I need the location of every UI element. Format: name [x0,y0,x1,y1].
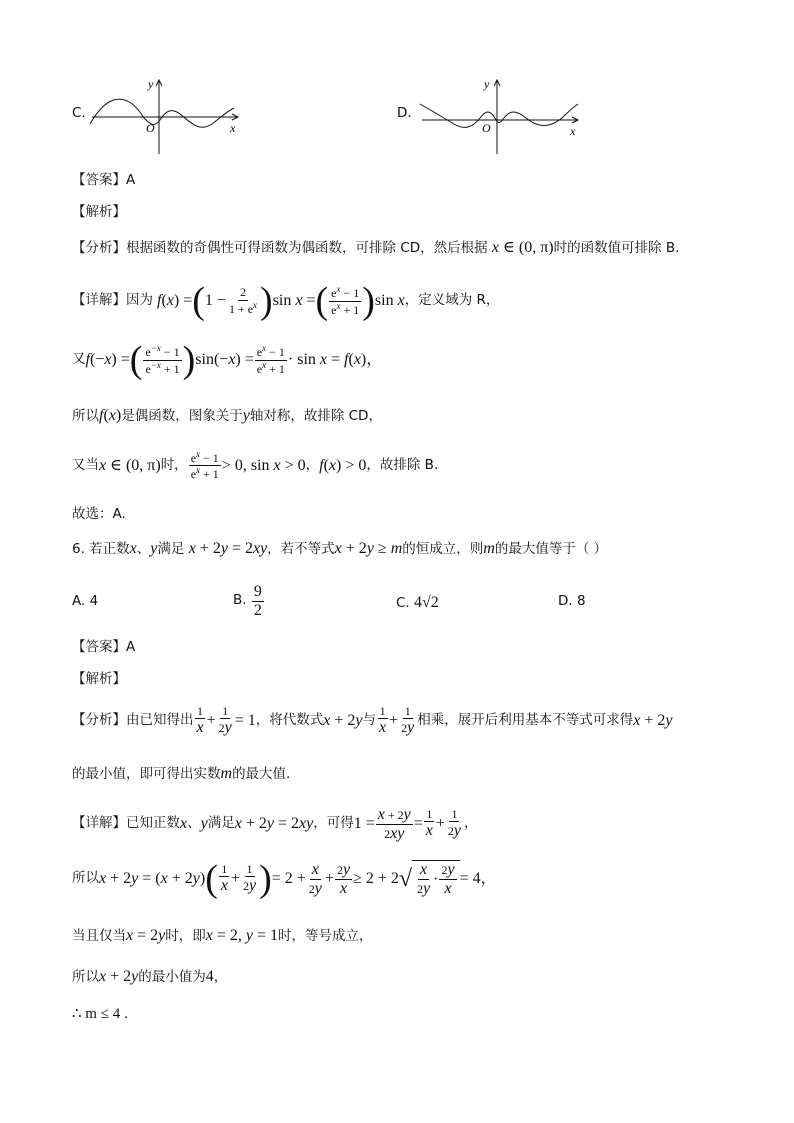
q5-even-line: 所以f(x)是偶函数，图象关于y轴对称，故排除 CD， [72,407,382,424]
q6-min-2: 的最小值为 [138,969,206,985]
q5-answer: 【答案】A [72,172,136,188]
q6-min-1: 所以 [72,969,99,985]
q6-fenxi-3: 与 [362,712,377,729]
q6-eq-when-3: 时，等号成立， [278,928,373,944]
option-d-graph [416,74,586,156]
q5-even-post: 轴对称，故排除 CD， [249,408,382,424]
q6-stem-4: ，若不等式 [267,541,335,557]
q6-fenxi-6: 的最大值. [232,766,291,782]
q6-xj-5: ， [464,815,478,832]
q5-conclusion: 故选：A. [72,506,126,522]
q6-xj-4: ，可得 [313,815,354,832]
q5-fenxi-text-2: 时的函数值可排除 B. [553,240,680,256]
q5-when-2: 时， [160,456,188,473]
q6-xj-3: 满足 [207,815,235,832]
option-d-label: D. [397,105,412,121]
q5-xiangjie-1b: ，定义域为 R， [404,292,500,309]
q5-again: 又 [72,351,86,368]
q6-option-a: A. 4 [72,593,99,609]
q5-when-line: 又当 x ∈ (0, π) 时， $\frac{e^x - 1}{e^x + 1}$ > 0, sin x > 0 ， f(x) > 0 ，故排除 B. [72,449,439,482]
q5-xiangjie-line-1: 【详解】 因为 f(x) = ( 1 − $\frac{2}{1 + e^x}$ ) sin x = ( $\frac{e^x - 1}{e^x + 1}$ ) sin x ，定义域为 R， [72,280,500,322]
q6-fenxi-line: 【分析】 由已知得出 $\frac{1}{x}$ + $\frac{1}{2y}$ = 1 ，将代数式 x + 2y 与 $\frac{1}{x}$ + $\frac{1}{2y}$ 相乘，展开后利用基本不等式可求得 x + 2y [72,704,673,737]
q5-fenxi-text-1: 根据函数的奇偶性可得函数为偶函数，可排除 CD，然后根据 [126,240,488,256]
q6-jiexi: 【解析】 [72,671,126,687]
q6-fenxi-4: 相乘，展开后利用基本不等式可求得 [417,712,634,729]
q6-therefore: ∴ m ≤ 4 . [72,1006,128,1022]
q6-stem-1: 6. 若正数 [72,541,130,557]
q6-fenxi-1: 由已知得出 [126,712,194,729]
q6-option-d: D. 8 [558,593,586,609]
q6-option-b: B. $\frac{9}{2}$ [233,583,262,619]
option-c-origin: O [146,121,155,135]
option-c-x-label: x [230,121,236,135]
q5-when: 又当 [72,456,99,473]
q6-fenxi-tag: 【分析】 [72,712,126,729]
q6-eq-when-1: 当且仅当 [72,928,126,944]
option-d-origin: O [482,121,491,135]
q5-even-mid: 是偶函数，图象关于 [121,408,243,424]
q5-even-pre: 所以 [72,408,99,424]
q6-xiangjie-line: 【详解】 已知正数 x 、 y 满足 x + 2y = 2xy ，可得 1 = $\frac{x + 2y}{2xy}$ = $\frac{1}{x}$ + $\frac{1}{2y}$ ， [72,806,478,842]
q6-min-3: ， [213,969,228,985]
option-c-graph [88,74,248,156]
q6-eq-when-2: 时，即 [165,928,206,944]
q5-fenxi-tag: 【分析】 [72,240,126,256]
q6-so-1: 所以 [72,870,99,887]
q6-eq-line: 当且仅当x = 2y时，即x = 2, y = 1时，等号成立， [72,927,373,944]
q6-so-line: 所以 x + 2y = (x + 2y) ( $\frac{1}{x}$ + $\frac{1}{2y}$ ) = 2 + $\frac{x}{2y}$ + $\frac{2y}{x}$ ≥ 2 + 2 √ $\frac{x}{2y}$ · $\frac{2y}{x}$ = 4， [72,858,497,900]
q5-again-line: 又 f(−x) = ( $\frac{e^{-x} - 1}{e^{-x} + 1}$ ) sin(−x) = $\frac{e^x - 1}{e^x + 1}$ · sin x = f(x)， [72,339,383,381]
q6-stem-3: 满足 [157,541,185,557]
q6-stem-2: 、 [136,541,151,557]
q6-xj-1: 已知正数 [126,815,180,832]
q6-fenxi-2: ，将代数式 [255,712,324,729]
option-c-label: C. [72,105,86,121]
q6-xiangjie-tag: 【详解】 [72,815,126,832]
q5-xiangjie-tag: 【详解】 [72,292,126,309]
option-c-y-label: y [148,77,154,91]
q6-answer: 【答案】A [72,639,136,655]
q5-xiangjie-1: 因为 [126,292,153,309]
option-d-x-label: x [570,124,576,138]
q5-fenxi: 【分析】根据函数的奇偶性可得函数为偶函数，可排除 CD，然后根据 x ∈ (0, π)时的函数值可排除 B. [72,239,680,256]
q6-stem-5: 的恒成立，则 [402,541,484,557]
option-d-y-label: y [484,77,490,91]
q6-option-c-label: C. [396,595,410,611]
q6-fenxi-5: 的最小值，即可得出实数 [72,766,221,782]
q5-jiexi: 【解析】 [72,204,126,220]
q5-when-end: ，故排除 B. [366,456,439,473]
q6-option-c: C. 4√2 [396,594,439,611]
q6-xj-2: 、 [187,815,201,832]
q6-stem: 6. 若正数x、y满足 x + 2y = 2xy，若不等式x + 2y ≥ m的恒成立，则m的最大值等于（ ） [72,540,608,557]
q6-stem-6: 的最大值等于（ ） [494,541,608,557]
q6-option-b-label: B. [233,592,247,609]
q6-min-line: 所以x + 2y的最小值为4， [72,968,228,985]
q6-fenxi-line-2: 的最小值，即可得出实数m的最大值. [72,765,291,782]
